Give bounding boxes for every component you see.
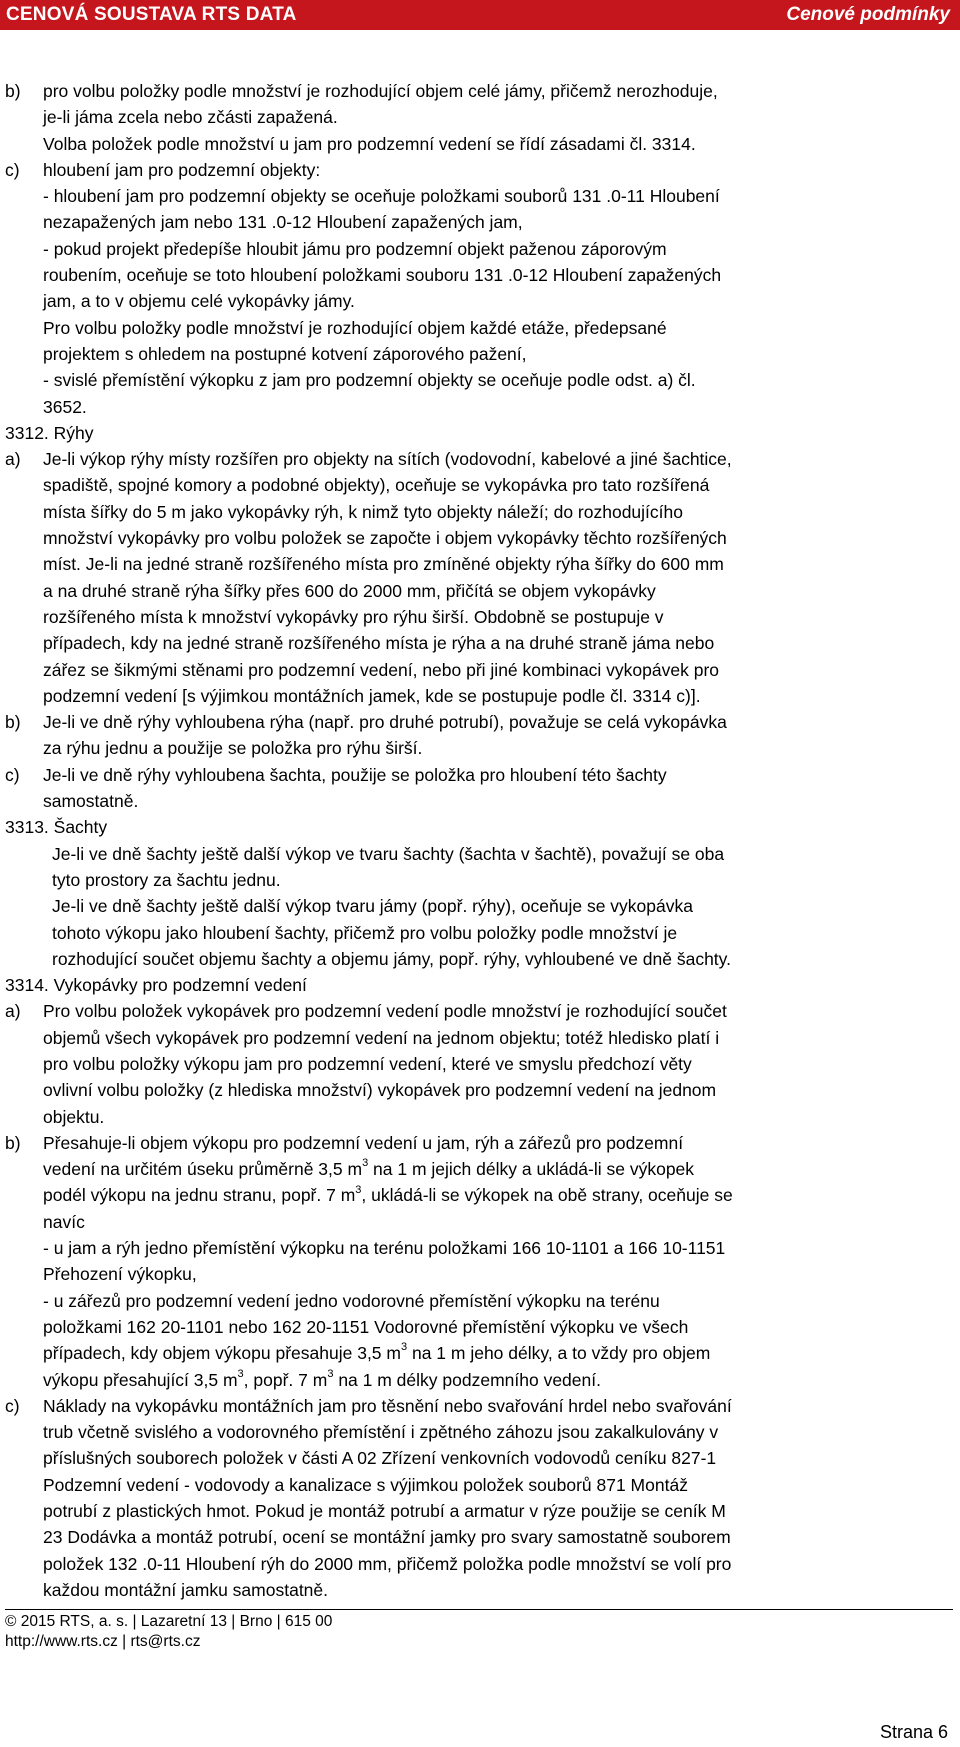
page-number: Strana 6 [879,1722,948,1742]
text-line: - svislé přemístění výkopku z jam pro podzemní objekty se oceňuje podle odst. a) čl. [43,370,696,391]
text-line [43,1367,953,1393]
text-line: položek 132 .0-11 Hloubení rýh do 2000 mm, přičemž položka podle množství se volí pro [43,1553,732,1574]
list-item [5,709,953,762]
page-header [0,0,960,30]
text-line: Náklady na vykopávku montážních jam pro těsnění nebo svařování hrdel nebo svařování [43,1395,732,1416]
text-line: samostatně. [43,791,139,812]
text-line: a na druhé straně rýha šířky přes 600 do 2000 mm, přičítá se objem vykopávky [43,580,656,601]
text-line: zářez se šikmými stěnami pro podzemní vedení, nebo při jiné kombinaci vykopávek pro [43,659,720,680]
superscript: 3 [362,1157,369,1170]
text-span: na 1 m délky podzemního vedení. [333,1369,601,1390]
text-line: ovlivní volbu položky (z hlediska množství) vykopávek pro podzemní vedení na jednom [43,1080,717,1101]
text-line: Pro volbu položek vykopávek pro podzemní vedení podle množství je rozhodující součet [43,1001,727,1022]
list-text [43,709,953,762]
header-section: Cenové podmínky [786,4,950,25]
text-line: pro volbu položky podle množství je rozhodující objem celé jámy, přičemž nerozhoduje, [43,81,718,101]
list-label: c) [5,159,20,180]
list-item [5,1393,953,1603]
list-text [43,1393,953,1603]
list-label: b) [5,1132,21,1153]
text-line: hloubení jam pro podzemní objekty: [43,159,321,180]
text-line: - hloubení jam pro podzemní objekty se oceňuje položkami souborů 131 .0-11 Hloubení [43,186,720,207]
list-item [5,998,953,1129]
text-line: je-li jáma zcela nebo zčásti zapažená. [43,107,338,128]
text-line: tyto prostory za šachtu jednu. [52,869,281,890]
text-line: Je-li ve dně šachty ještě další výkop tvaru jámy (popř. rýhy), oceňuje se vykopávka [52,896,693,917]
text-line: potrubí z plastických hmot. Pokud je montáž potrubí a armatur v rýze použije se ceník M [43,1501,726,1522]
text-span: případech, kdy objem výkopu přesahuje 3,5 m [43,1343,401,1364]
text-line: případech, kdy na jedné straně rozšířeného místa je rýha a na druhé straně jáma nebo [43,633,715,654]
text-line: - pokud projekt předepíše hloubit jámu pro podzemní objekt paženou záporovým [43,238,667,259]
text-line [43,1340,953,1366]
text-line: 3652. [43,396,87,417]
text-line: Podzemní vedení - vodovody a kanalizace s výjimkou položek souborů 871 Montáž [43,1474,688,1495]
list-text [43,1130,953,1393]
text-span: na 1 m jeho délky, a to vždy pro objem [407,1343,711,1364]
text-line: Je-li ve dně rýhy vyhloubena rýha (např. pro druhé potrubí), považuje se celá vykopávka [43,712,727,733]
text-span: , popř. 7 m [243,1369,328,1390]
list-text [43,998,953,1129]
text-line: - u jam a rýh jedno přemístění výkopku na terénu položkami 166 10-1101 a 166 10-1151 [43,1238,726,1259]
text-line: projektem s ohledem na postupné kotvení záporového pažení, [43,343,527,364]
text-line: Je-li ve dně šachty ještě další výkop ve tvaru šachty (šachta v šachtě), považují se oba [52,843,725,864]
list-item [5,1130,953,1393]
list-label: b) [5,712,21,733]
header-title: CENOVÁ SOUSTAVA RTS DATA [6,4,297,25]
superscript: 3 [237,1367,244,1380]
text-line [43,1156,953,1182]
text-span: podél výkopu na jednu stranu, popř. 7 m [43,1185,356,1206]
text-line: za rýhu jednu a použije se položka pro rýhu širší. [43,738,423,759]
text-line: objemů všech vykopávek pro podzemní vedení na jednom objektu; totéž hledisko platí i [43,1027,720,1048]
text-line: rozšířeného místa k množství vykopávky pro rýhu širší. Obdobně se postupuje v [43,606,664,627]
list-item [5,157,953,420]
text-line: Přesahuje-li objem výkopu pro podzemní vedení u jam, rýh a zářezů pro podzemní [43,1132,684,1153]
superscript: 3 [400,1341,408,1354]
paragraph [5,841,953,972]
text-line [43,1182,953,1208]
text-line: Je-li ve dně rýhy vyhloubena šachta, použije se položka pro hloubení této šachty [43,764,667,785]
list-item [5,446,953,709]
text-line: místa šířky do 5 m jako vykopávky rýh, k nimž tyto objekty náleží; do rozhodujícího [43,501,683,522]
text-line: Přehození výkopku, [43,1264,197,1285]
superscript: 3 [355,1183,362,1196]
list-label: a) [5,449,21,470]
text-line: 23 Dodávka a montáž potrubí, ocení se montážní jamky pro svary samostatně souborem [43,1527,731,1548]
footer-divider [5,1609,953,1610]
list-item [5,78,953,157]
text-line: pro volbu položky výkopu jam pro podzemní vedení, které ve smyslu předchozí věty [43,1053,692,1074]
text-line: roubením, oceňuje se toto hloubení položkami souboru 131 .0-12 Hloubení zapažených [43,265,722,286]
list-text [43,446,953,709]
text-line: množství vykopávky pro volbu položek se započte i objem vykopávky těchto rozšířených [43,528,727,549]
section-heading: 3313. Šachty [5,817,108,838]
text-line: příslušných souborech položek v části A 02 Zřízení venkovních vodovodů ceníku 827-1 [43,1448,717,1469]
section-heading: 3312. Rýhy [5,422,94,443]
list-text [43,157,953,420]
list-text [43,762,953,815]
text-line: míst. Je-li na jedné straně rozšířeného místa pro zmíněné objekty rýha šířky do 600 mm [43,554,724,575]
text-line: navíc [43,1211,85,1232]
text-line: tohoto výkopu jako hloubení šachty, přičemž pro volbu položky podle množství je [52,922,678,943]
text-line: trub včetně svislého a vodorovného přemístění i zpětného záhozu jsou zakalkulovány v [43,1422,719,1443]
footer-contact: http://www.rts.cz | rts@rts.cz [5,1633,201,1650]
text-span: , ukládá-li se výkopek na obě strany, oceňuje se [361,1185,733,1206]
text-line: položkami 162 20-1101 nebo 162 20-1151 Vodorovné přemístění výkopku ve všech [43,1316,689,1337]
footer-address: © 2015 RTS, a. s. | Lazaretní 13 | Brno | 615 00 [5,1613,333,1630]
list-label: c) [5,1395,20,1416]
text-span: na 1 m jejich délky a ukládá-li se výkopek [368,1159,695,1180]
list-text [43,78,953,157]
text-line: každou montážní jamku samostatně. [43,1579,329,1600]
text-span: vedení na určitém úseku průměrně 3,5 m [43,1159,363,1180]
text-line: Volba položek podle množství u jam pro podzemní vedení se řídí zásadami čl. 3314. [43,133,696,154]
text-line: jam, a to v objemu celé vykopávky jámy. [43,291,355,312]
list-item [5,762,953,815]
text-line: Pro volbu položky podle množství je rozhodující objem každé etáže, předepsané [43,317,667,338]
text-line: spadiště, spojné komory a podobné objekty), oceňuje se vykopávka pro tato rozšířená [43,475,710,496]
text-span: výkopu přesahující 3,5 m [43,1369,238,1390]
list-label: c) [5,764,20,785]
list-label: b) [5,81,21,101]
text-line: nezapažených jam nebo 131 .0-12 Hloubení zapažených jam, [43,212,523,233]
text-line: podzemní vedení [s výjimkou montážních jamek, kde se postupuje podle čl. 3314 c)]. [43,685,701,706]
text-line: - u zářezů pro podzemní vedení jedno vodorovné přemístění výkopku na terénu [43,1290,660,1311]
text-line: Je-li výkop rýhy místy rozšířen pro objekty na sítích (vodovodní, kabelové a jiné šachtice, [43,449,732,470]
superscript: 3 [327,1367,334,1380]
document-body [5,78,953,1603]
list-label: a) [5,1001,21,1022]
text-line: objektu. [43,1106,105,1127]
text-line: rozhodující součet objemu šachty a objemu jámy, popř. rýhy, vyhloubené ve dně šachty. [52,948,731,969]
section-heading: 3314. Vykopávky pro podzemní vedení [5,975,307,996]
